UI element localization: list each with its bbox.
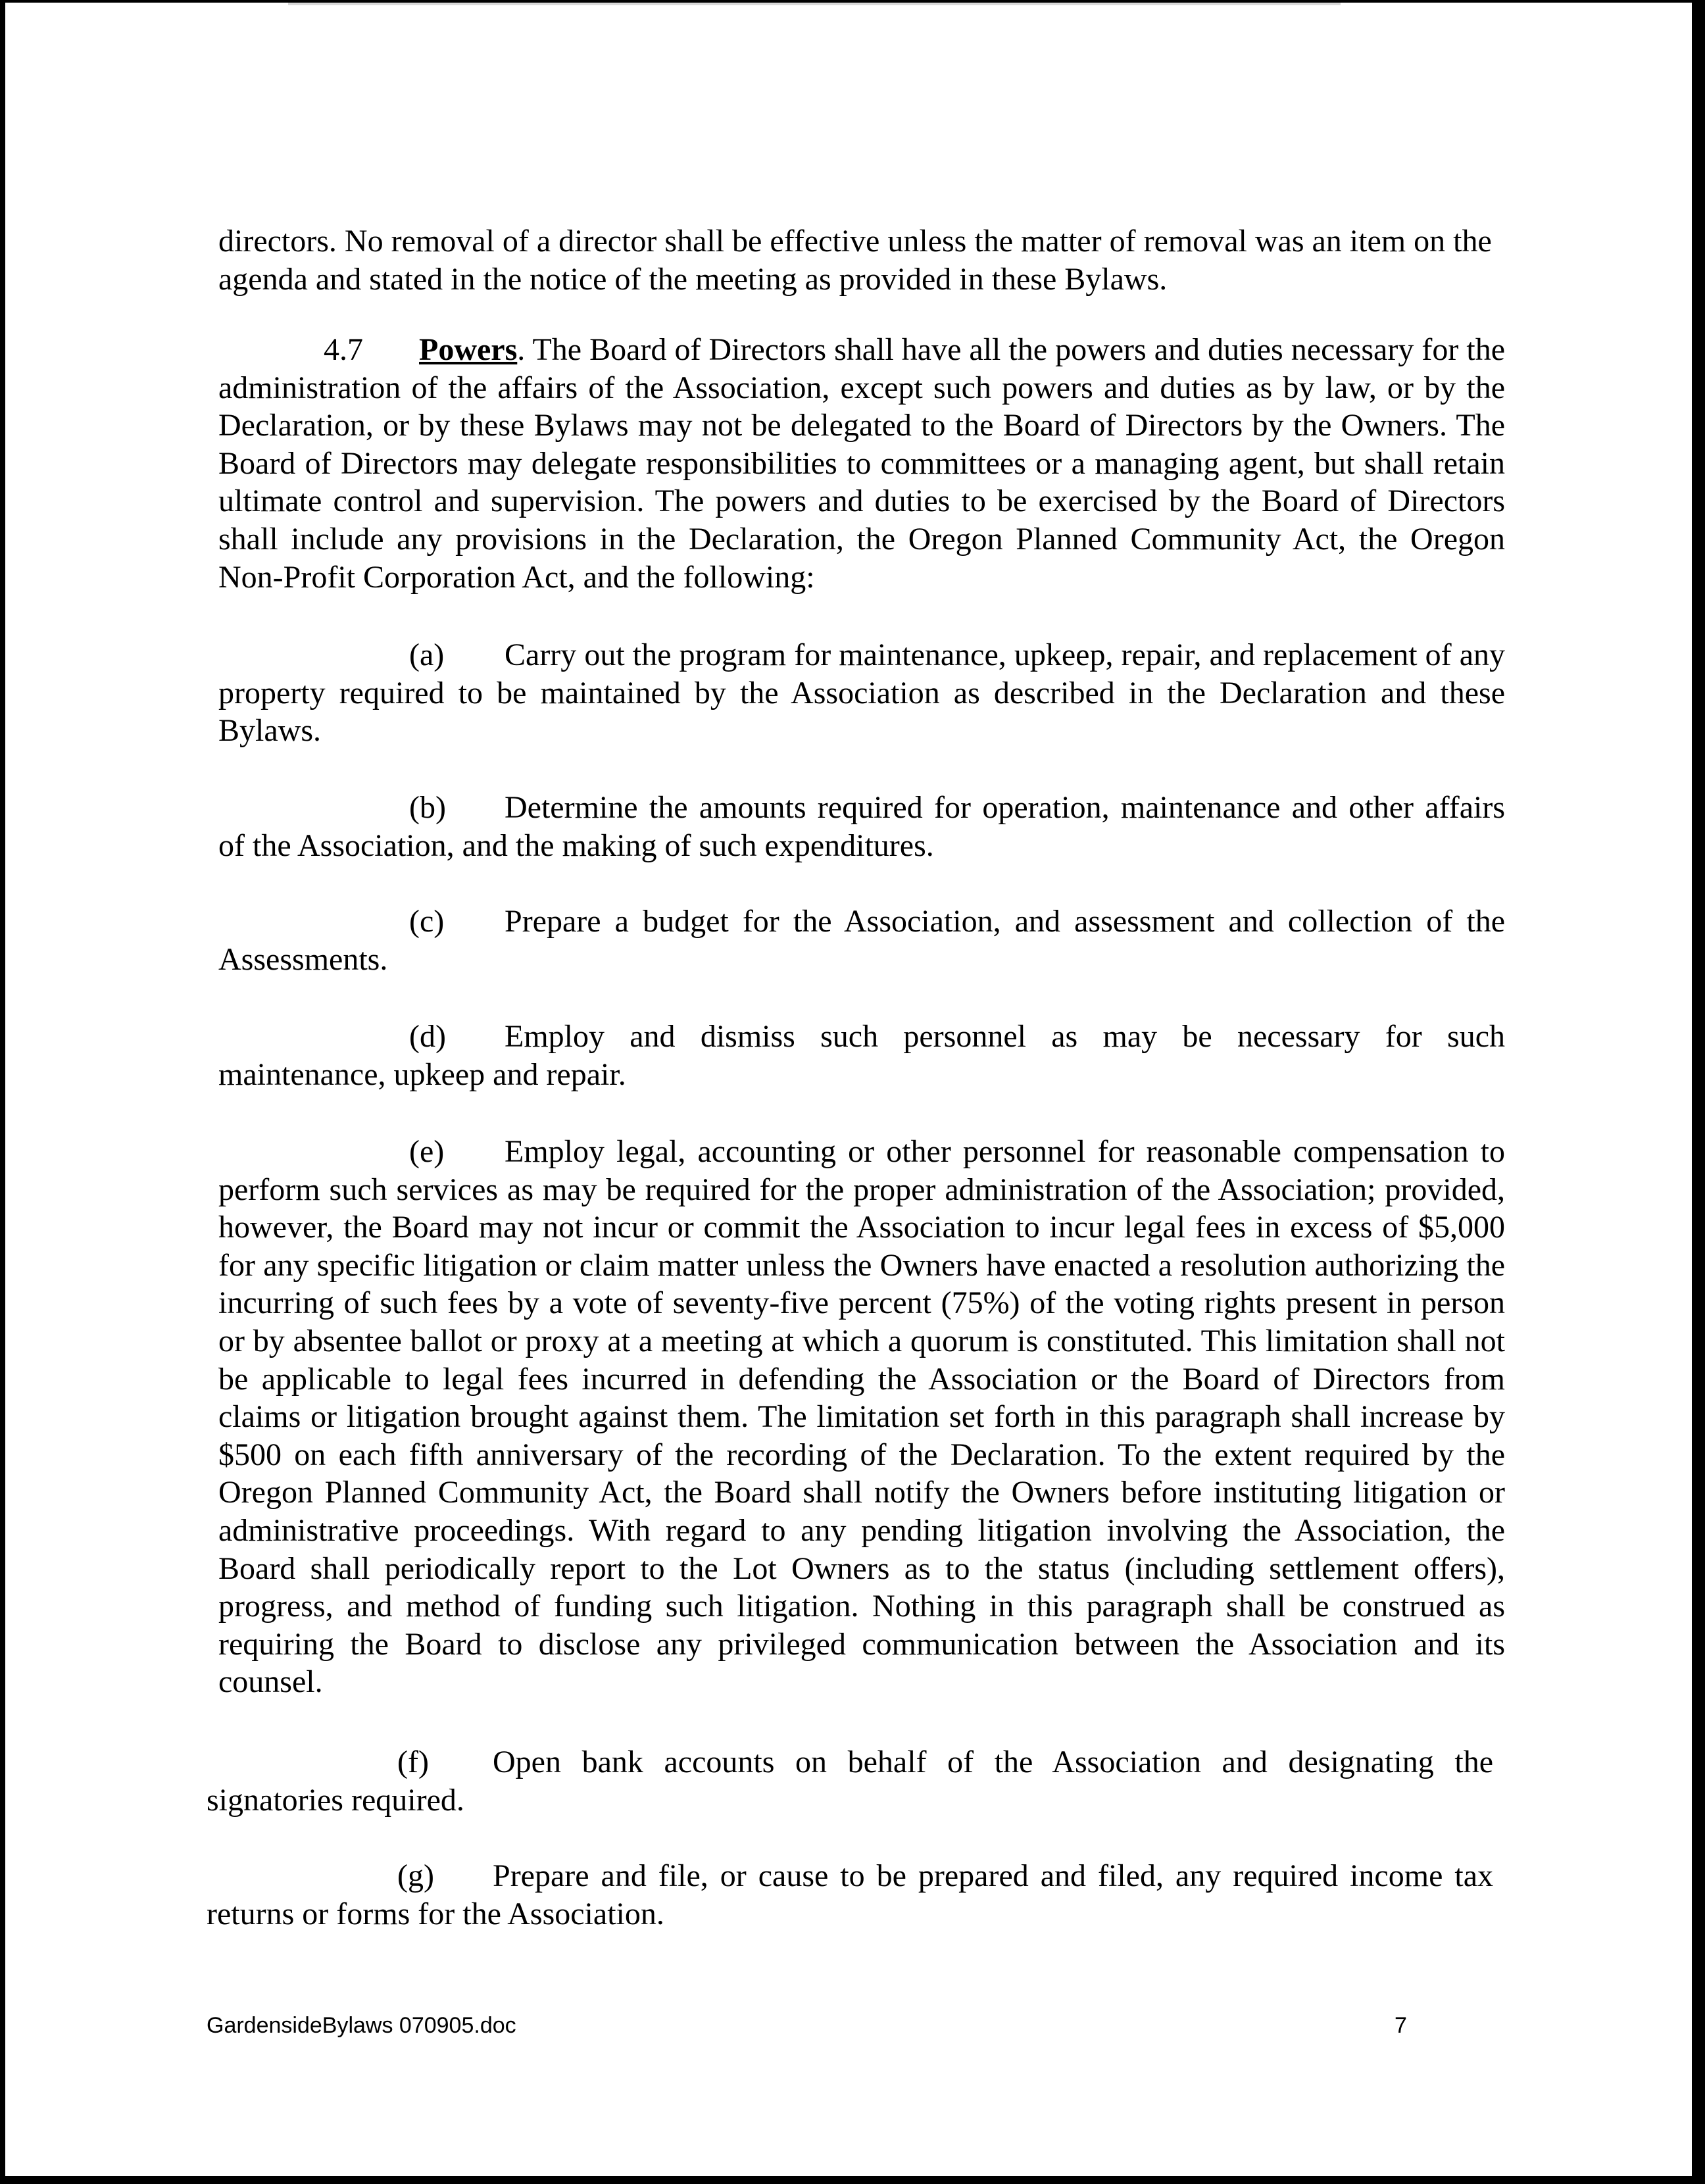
item-text: Carry out the program for maintenance, upkeep, repair, and replacement of any property required to be maintained by the Association as described in the Declaration and these Bylaws. — [218, 637, 1505, 749]
item-label: (b) — [409, 790, 446, 825]
item-label: (g) — [397, 1858, 434, 1893]
section-title: Powers — [419, 332, 518, 367]
item-label: (c) — [409, 904, 445, 939]
item-text: Employ legal, accounting or other personnel for reasonable compensation to perform such services as may be required for the proper administration of the Association; provided, however, the Board may not incur or commit the Association to incur legal fees in excess of $5,000 for any specific litigation or claim matter unless the Owners have enacted a resolution authorizing the incurring of such fees by a vote of seventy-five percent (75%) of the voting rights present in person or by absentee ballot or proxy at a meeting at which a quorum is constituted. This limitation shall not be applicable to legal fees incurred in defending the Association or the Board of Directors from claims or litigation brought against them. The limitation set forth in this paragraph shall increase by $500 on each fifth anniversary of the recording of the Declaration. To the extent required by the Oregon Planned Community Act, the Board shall notify the Owners before instituting litigation or administrative proceedings. With regard to any pending litigation involving the Association, the Board shall periodically report to the Lot Owners as to the status (including settlement offers), progress, and method of funding such litigation. Nothing in this paragraph shall be construed as requiring the Board to disclose any privileged communication between the Association and its counsel. — [218, 1134, 1505, 1700]
list-item-a — [218, 636, 1505, 750]
scan-top-edge — [288, 3, 1341, 5]
list-item-c — [218, 903, 1505, 978]
item-text: Open bank accounts on behalf of the Association and designating the signatories required. — [207, 1745, 1493, 1818]
section-number: 4.7 — [324, 332, 363, 367]
item-text: Prepare a budget for the Association, and assessment and collection of the Assessments. — [218, 904, 1505, 977]
list-item-d — [218, 1018, 1505, 1093]
item-label: (d) — [409, 1019, 446, 1054]
item-text: Prepare and file, or cause to be prepared and filed, any required income tax returns or forms for the Association. — [207, 1858, 1493, 1931]
section-title-period: . — [517, 332, 526, 367]
item-text: Employ and dismiss such personnel as may be necessary for such maintenance, upkeep and repair. — [218, 1019, 1505, 1092]
footer-filename: GardensideBylaws 070905.doc — [207, 2013, 516, 2038]
list-item-e — [218, 1133, 1505, 1701]
item-label: (a) — [409, 637, 445, 672]
item-label: (f) — [397, 1745, 429, 1779]
item-text: Determine the amounts required for operation, maintenance and other affairs of the Association, and the making of such expenditures. — [218, 790, 1505, 863]
list-item-g — [207, 1857, 1493, 1933]
section-body: The Board of Directors shall have all the powers and duties necessary for the administration of the affairs of the Association, except such powers and duties as by law, or by the Declaration, or by these Bylaws may not be delegated to the Board of Directors by the Owners. The Board of Directors may delegate responsibilities to committees or a managing agent, but shall retain ultimate control and supervision. The powers and duties to be exercised by the Board of Directors shall include any provisions in the Declaration, the Oregon Planned Community Act, the Oregon Non-Profit Corporation Act, and the following: — [218, 332, 1506, 595]
list-item-f — [207, 1743, 1493, 1819]
footer-page-number: 7 — [1395, 2013, 1407, 2038]
item-label: (e) — [409, 1134, 445, 1169]
list-item-b — [218, 789, 1505, 864]
document-sheet — [5, 3, 1692, 2176]
continuation-paragraph: directors. No removal of a director shall be effective unless the matter of removal was an item on the agenda and stated in the notice of the meeting as provided in these Bylaws. — [218, 224, 1492, 297]
section-4-7-paragraph — [218, 331, 1505, 596]
